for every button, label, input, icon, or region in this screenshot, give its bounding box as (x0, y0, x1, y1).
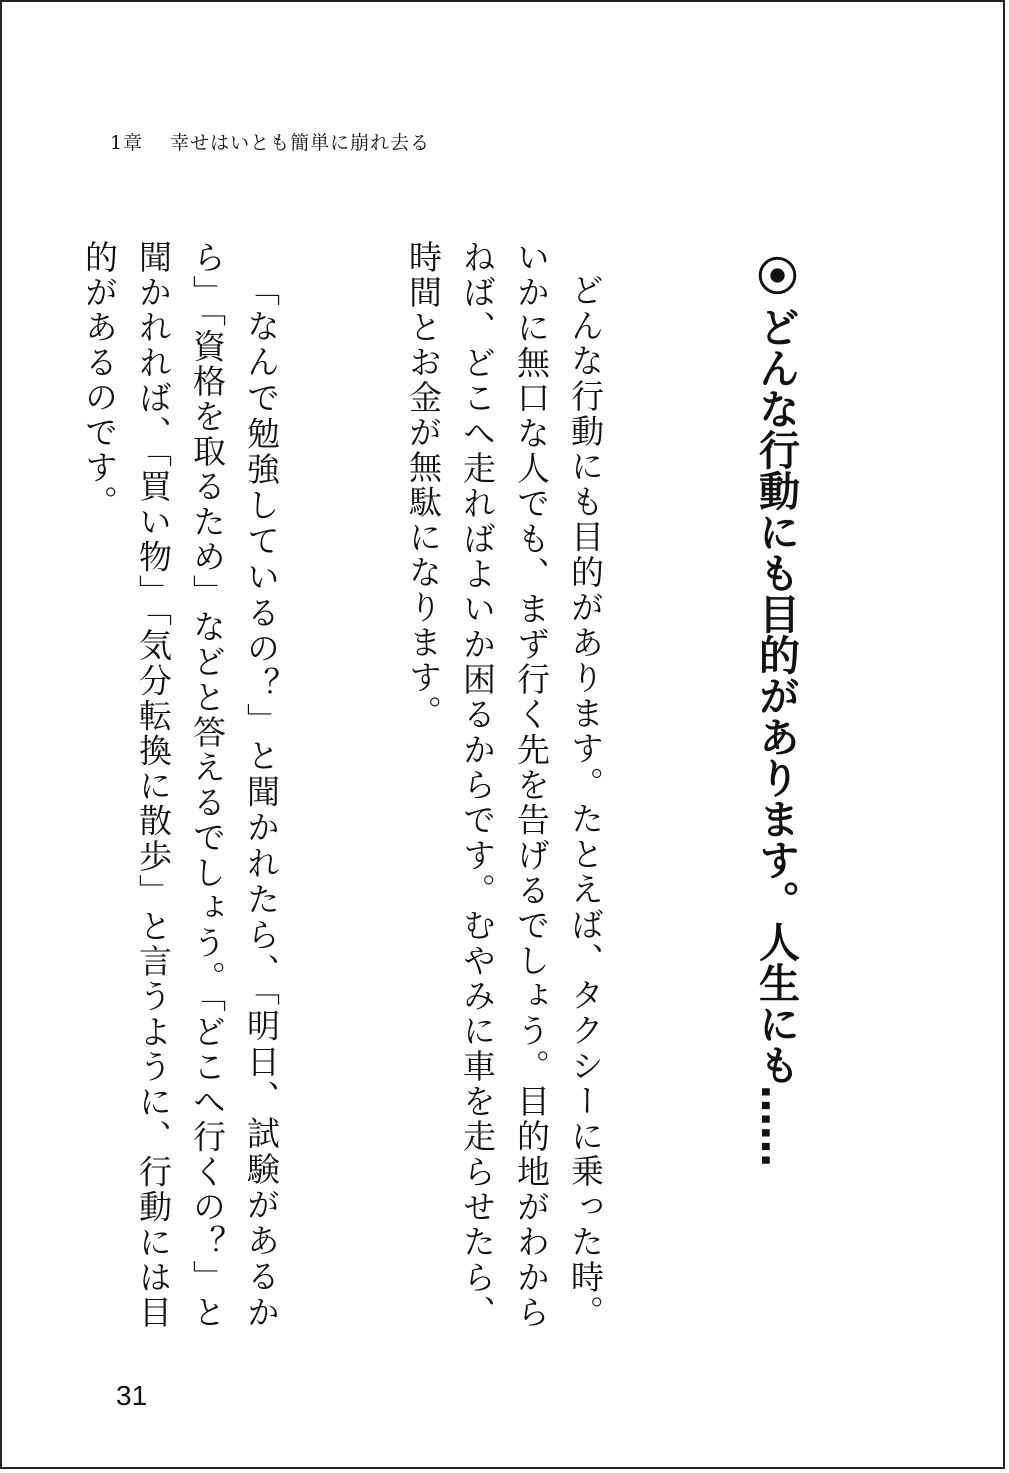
bullseye-icon: ⦿ (752, 255, 800, 296)
chapter-title: 幸せはいとも簡単に崩れ去る (170, 132, 431, 154)
paragraph: どんな行動にも目的があります。たとえば、タクシーに乗った時。いかに無口な人でも、まず行く先を告げるでしょう。目的地がわからねば、どこへ走ればよいか困るからです。むやみに車を走らせたら、時間とお金が無駄になります。 (404, 240, 605, 1330)
paragraph: 「なんで勉強しているの？」と聞かれたら、「明日、試験があるから」「資格を取るため」などと答えるでしょう。「どこへ行くの？」と聞かれれば、「買い物」「気分転換に散歩」と言うように、行動には目的があるのです。 (80, 240, 281, 1331)
running-header (110, 128, 430, 155)
section-heading (741, 255, 811, 1167)
page-number: 31 (116, 1380, 148, 1411)
chapter-number: 1章 (110, 132, 144, 154)
section-heading-text: どんな行動にも目的があります。人生にも…… (752, 306, 800, 1167)
body-text (80, 240, 720, 1331)
